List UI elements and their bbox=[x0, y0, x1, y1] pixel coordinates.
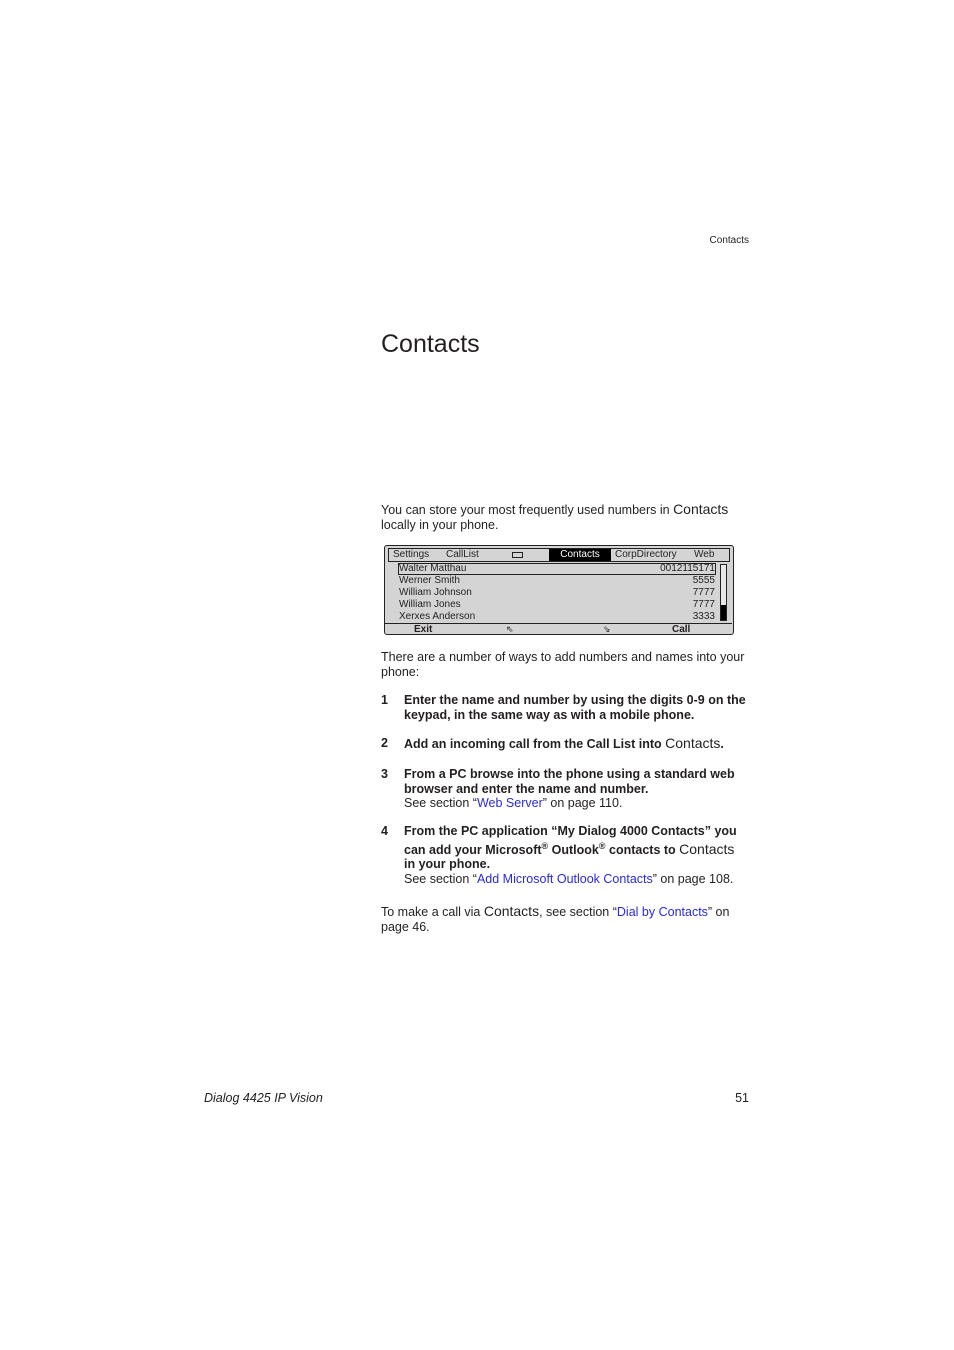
intro-text: You can store your most frequently used numbers in bbox=[381, 503, 674, 517]
contacts-term: Contacts bbox=[679, 840, 735, 857]
step-number: 4 bbox=[381, 824, 388, 838]
contact-list bbox=[398, 563, 716, 623]
arrow-up-left-icon: ⇖ bbox=[506, 624, 514, 634]
registered-mark: ® bbox=[598, 840, 606, 851]
contact-row bbox=[398, 575, 716, 587]
step-text: keypad, in the same way as with a mobile phone. bbox=[404, 707, 695, 722]
see-section-text: See section “ bbox=[404, 796, 477, 810]
step-text: Add an incoming call from the Call List into bbox=[404, 737, 666, 751]
ways-paragraph: There are a number of ways to add numbers and names into your phone: bbox=[381, 650, 745, 679]
step-number: 2 bbox=[381, 736, 388, 750]
see-section-page: ” on page 108. bbox=[652, 871, 734, 886]
step-text: contacts to bbox=[605, 842, 680, 857]
contact-row bbox=[398, 563, 716, 575]
tab-contacts: Contacts bbox=[549, 549, 611, 561]
scroll-thumb bbox=[721, 605, 726, 620]
contact-number: 7777 bbox=[692, 599, 715, 610]
footer-page-number: 51 bbox=[735, 1091, 749, 1105]
step-text: in your phone. bbox=[404, 857, 491, 872]
contact-row bbox=[398, 611, 716, 623]
tab-corpdirectory: CorpDirectory bbox=[615, 549, 677, 560]
running-head: Contacts bbox=[709, 235, 749, 246]
envelope-icon bbox=[512, 552, 523, 558]
contact-name: Walter Matthau bbox=[399, 563, 467, 574]
closing-text: To make a call via bbox=[381, 905, 484, 919]
web-server-link[interactable]: Web Server bbox=[476, 796, 543, 810]
contact-number: 5555 bbox=[692, 575, 715, 586]
page-title: Contacts bbox=[381, 330, 480, 358]
see-section-page: ” on page 110. bbox=[542, 796, 623, 810]
closing-text: , see section “ bbox=[539, 905, 617, 919]
phone-display bbox=[384, 545, 734, 635]
step-number: 1 bbox=[381, 693, 388, 707]
dial-by-contacts-link[interactable]: Dial by Contacts bbox=[616, 905, 708, 919]
outlook-contacts-link[interactable]: Add Microsoft Outlook Contacts bbox=[476, 871, 653, 886]
step-text: Outlook bbox=[548, 842, 599, 857]
contact-row bbox=[398, 599, 716, 611]
tab-web: Web bbox=[694, 549, 715, 560]
contact-name: Xerxes Anderson bbox=[399, 611, 476, 622]
closing-text: ” on bbox=[707, 905, 730, 919]
intro-paragraph bbox=[381, 502, 751, 533]
step-1 bbox=[381, 693, 751, 722]
step-period: . bbox=[720, 737, 724, 751]
step-4 bbox=[381, 824, 751, 886]
step-3 bbox=[381, 767, 751, 811]
step-text: can add your Microsoft bbox=[404, 842, 542, 857]
closing-paragraph bbox=[381, 904, 753, 935]
arrow-down-right-icon: ⇘ bbox=[603, 624, 611, 634]
step-text: From the PC application “My Dialog 4000 Contacts” you bbox=[404, 824, 737, 838]
contact-number: 3333 bbox=[692, 611, 715, 622]
step-text: Enter the name and number by using the digits 0-9 on the bbox=[404, 693, 746, 707]
step-text: browser and enter the name and number. bbox=[404, 781, 649, 796]
footer-product-title: Dialog 4425 IP Vision bbox=[204, 1091, 323, 1105]
contact-row bbox=[398, 587, 716, 599]
tab-calllist: CallList bbox=[446, 549, 479, 560]
contacts-term: Contacts bbox=[673, 501, 729, 517]
softkey-call: Call bbox=[672, 624, 691, 635]
contacts-term: Contacts bbox=[483, 903, 540, 919]
closing-text-line2: page 46. bbox=[381, 920, 430, 934]
see-section-text: See section “ bbox=[404, 871, 477, 886]
step-text: From a PC browse into the phone using a standard web bbox=[404, 767, 735, 781]
contact-name: William Jones bbox=[399, 599, 461, 610]
contacts-term: Contacts bbox=[665, 735, 721, 751]
display-scrollbar bbox=[720, 564, 727, 621]
step-2 bbox=[381, 736, 751, 752]
contact-number: 0012115171 bbox=[660, 563, 715, 574]
registered-mark: ® bbox=[541, 840, 549, 851]
tab-settings: Settings bbox=[393, 549, 430, 560]
tab-bar bbox=[388, 548, 730, 562]
softkey-exit: Exit bbox=[414, 624, 433, 635]
softkey-bar bbox=[385, 623, 732, 635]
contact-number: 7777 bbox=[692, 587, 715, 598]
contact-name: Werner Smith bbox=[399, 575, 460, 586]
step-number: 3 bbox=[381, 767, 388, 781]
intro-text-line2: locally in your phone. bbox=[381, 518, 499, 532]
contact-name: William Johnson bbox=[399, 587, 472, 598]
